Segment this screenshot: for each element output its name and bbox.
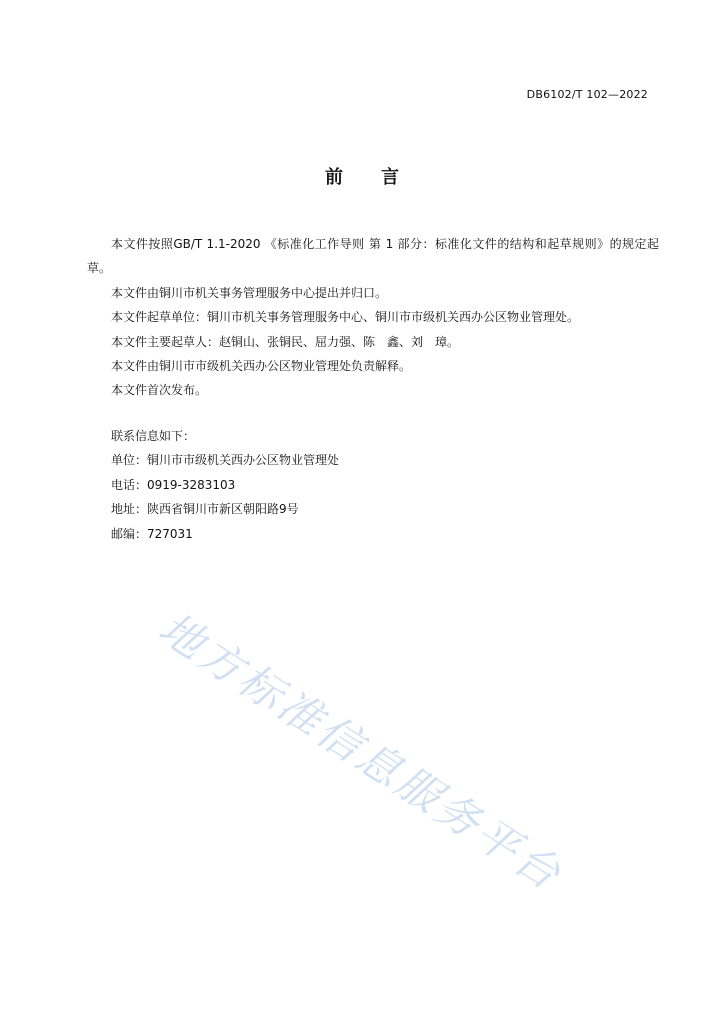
title-char-1: 前 xyxy=(325,167,343,188)
contact-phone: 电话：0919-3283103 xyxy=(111,477,236,492)
document-code: DB6102/T 102—2022 xyxy=(526,88,648,101)
paragraph-first-release: 本文件首次发布。 xyxy=(111,383,208,398)
title-char-2: 言 xyxy=(381,167,399,188)
paragraph-drafting-units: 本文件起草单位：铜川市机关事务管理服务中心、铜川市市级机关西办公区物业管理处。 xyxy=(111,310,580,325)
contact-unit: 单位：铜川市市级机关西办公区物业管理处 xyxy=(111,453,340,468)
page-title xyxy=(0,163,724,189)
paragraph-proposer: 本文件由铜川市机关事务管理服务中心提出并归口。 xyxy=(111,285,388,300)
watermark: 地方标准信息服务平台 xyxy=(149,603,572,902)
contact-postcode: 邮编：727031 xyxy=(111,526,193,541)
contact-heading: 联系信息如下： xyxy=(111,429,196,443)
paragraph-drafting-rules: 本文件按照GB/T 1.1-2020 《标准化工作导则 第 1 部分：标准化文件的结构和起草规则》的规定起草。 xyxy=(87,237,659,276)
paragraph-interpretation: 本文件由铜川市市级机关西办公区物业管理处负责解释。 xyxy=(111,359,412,374)
foreword-body xyxy=(87,232,659,403)
contact-address: 地址：陕西省铜川市新区朝阳路9号 xyxy=(111,502,299,517)
contact-info xyxy=(111,424,339,546)
paragraph-drafters: 本文件主要起草人：赵铜山、张铜民、屈力强、陈 鑫、刘 璋。 xyxy=(111,334,460,349)
